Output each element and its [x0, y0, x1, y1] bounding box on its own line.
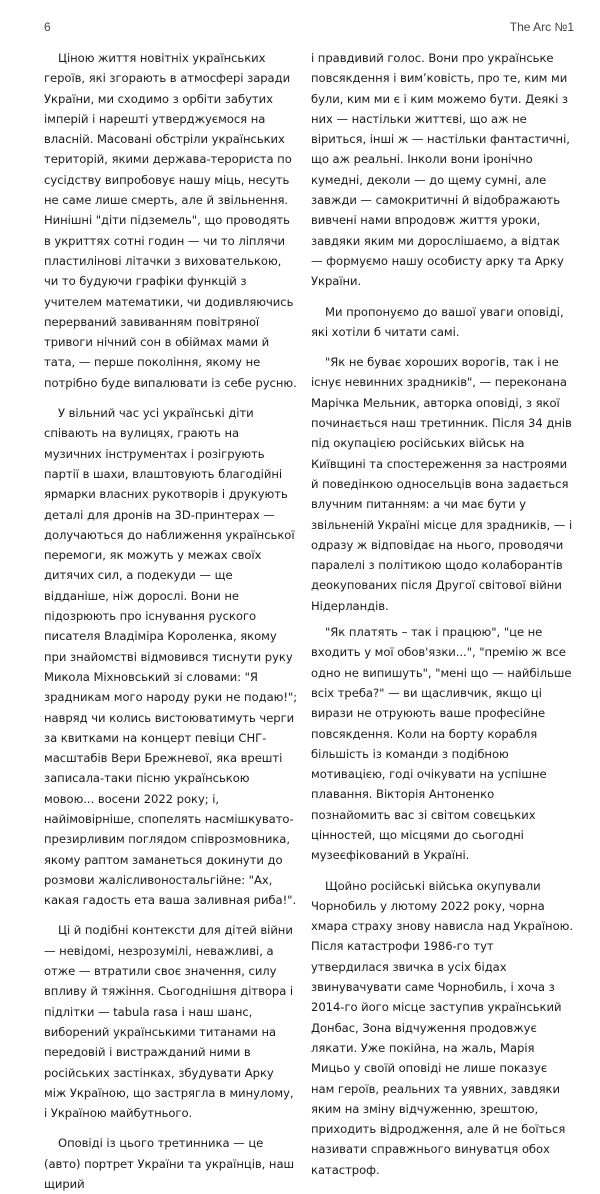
paragraph: У вільний час усі українські діти співають на вулицях, грають на музичних інструментах і розігрують партії в шахи, влаштовують благодійні ярмарки власних рукотворів і друкують деталі для дронів на 3D-принтерах — долучаються до наближення української перемоги, як можуть у межах своїх дитячих сил, а подекуди — ще відданіше, ніж дорослі. Вони не підозрюють про існування руского писателя Владіміра Короленка, якому при знайомстві відмовився тиснути руку Микола Міхновський зі словами: "Я зрадникам мого народу руки не подаю!"; навряд чи колись вистоюватимуть черги за квитками на концерт певіци СНГ-масштабів Вери Брежневої, яка врешті записала-таки пісню українською мовою... восени 2022 року; і, найімовірніше, спопелять насмішкувато-презирливим поглядом співрозмовника, якому раптом заманеться докинути до розмови жалісливоностальгійне: "Ах, какая гадость ета ваша заливная риба!". — [44, 406, 298, 908]
left-column — [44, 48, 299, 1194]
paragraph: Ці й подібні контексти для дітей війни — невідомі, незрозумілі, неважливі, а отже — втратили своє значення, силу впливу й тяжіння. Сьогоднішня дітвора і підлітки — tabula rasa і наш шанс, виборений українськими титанами на передовій і вистражданий ними в російських застінках, збудувати Арку між Україною, що застрягла в минулому, і Україною майбутнього. — [44, 923, 294, 1121]
paragraph: і правдивий голос. Вони про українське повсякдення і вимʼковість, про те, ким ми були, ким ми є і ким можемо бути. Деякі з них — настільки життєві, що аж не віриться, інші ж — настільки фантастичні, що аж реальні. Інколи вони іронічно кумедні, деколи — до щему сумні, але завжди — самокритичні й відображають вивчені нами впродовж життя уроки, завдяки яким ми дорослішаємо, а відтак — формуємо нашу особисту арку та Арку України. — [311, 51, 570, 289]
paragraph: Щойно російські війська окупували Чорнобиль у лютому 2022 року, чорна хмара страху знову нависла над Україною. Після катастрофи 1986-го тут утвердилася звичка в усіх бідах звинувачувати саме Чорнобиль, і хоча з 2014-го його місце заступив український Донбас, Зона відчуження продовжує лякати. Уже покійна, на жаль, Марія Мицьо у своїй оповіді не лише показує нам героїв, реальних та уявних, завдяки яким на зміну відчуженню, зрештою, приходить відродження, але й не боїться називати справжнього винуватця обох катастроф. — [311, 878, 573, 1177]
paragraph: "Як не буває хороших ворогів, так і не існує невинних зрадників", — переконана Марічка Мельник, авторка оповіді, з якої починається наш третинник. Після 34 днів під окупацією російських військ на Київщині та спостереження за настроями й поведінкою односельців вона задається влучним питанням: а чи має бути у звільненій Україні місце для зрадників, — і одразу ж відповідає на нього, проводячи паралелі з політикою щодо колаборантів деокупованих після Другої світової війни Нідерландів. — [311, 355, 573, 613]
page-number: 6 — [44, 20, 51, 34]
paragraph: Оповіді із цього третинника — це (авто) портрет України та українців, наш щирий — [44, 1136, 295, 1192]
paragraph: Ми пропонуємо до вашої уваги оповіді, які хотіли б читати самі. — [311, 304, 564, 339]
paragraph: "Як платять – так і працюю", "це не входить у мої обов'язки...", "премію ж все одно не випишуть", "мені що — найбільше всіх треба?" — ви щасливчик, якщо ці вирази не отруюють ваше професійне повсякдення. Коли на борту корабля більшість із команди з подібною мотивацією, годі очікувати на успішне плавання. Вікторія Антоненко познайомить вас зі світом совєцьких цінностей, що місцями до сьогодні музеєфікований в Україні. — [311, 625, 572, 863]
right-column — [311, 48, 573, 1180]
paragraph: Ціною життя новітніх українських героїв, які згорають в атмосфері заради України, ми сходимо з орбіти забутих імперій і нарешті утверджуємося на власній. Масовані обстріли українських територій, якими держава-терориста по сусідству випробовує нашу міць, несуть не саме лише смерть, але й звільнення. Нинішні "діти підземель", що проводять в укриттях сотні годин — чи то ліплячи пластилінові літачки з вихователькою, чи то будуючи графіки функцій з учителем математики, чи додивляючись перерваний завиванням повітряної тривоги нічний сон в обіймах мами й тата, — перше покоління, якому не потрібно буде випалювати із себе русню. — [44, 51, 297, 390]
running-title: The Arc №1 — [509, 20, 574, 34]
